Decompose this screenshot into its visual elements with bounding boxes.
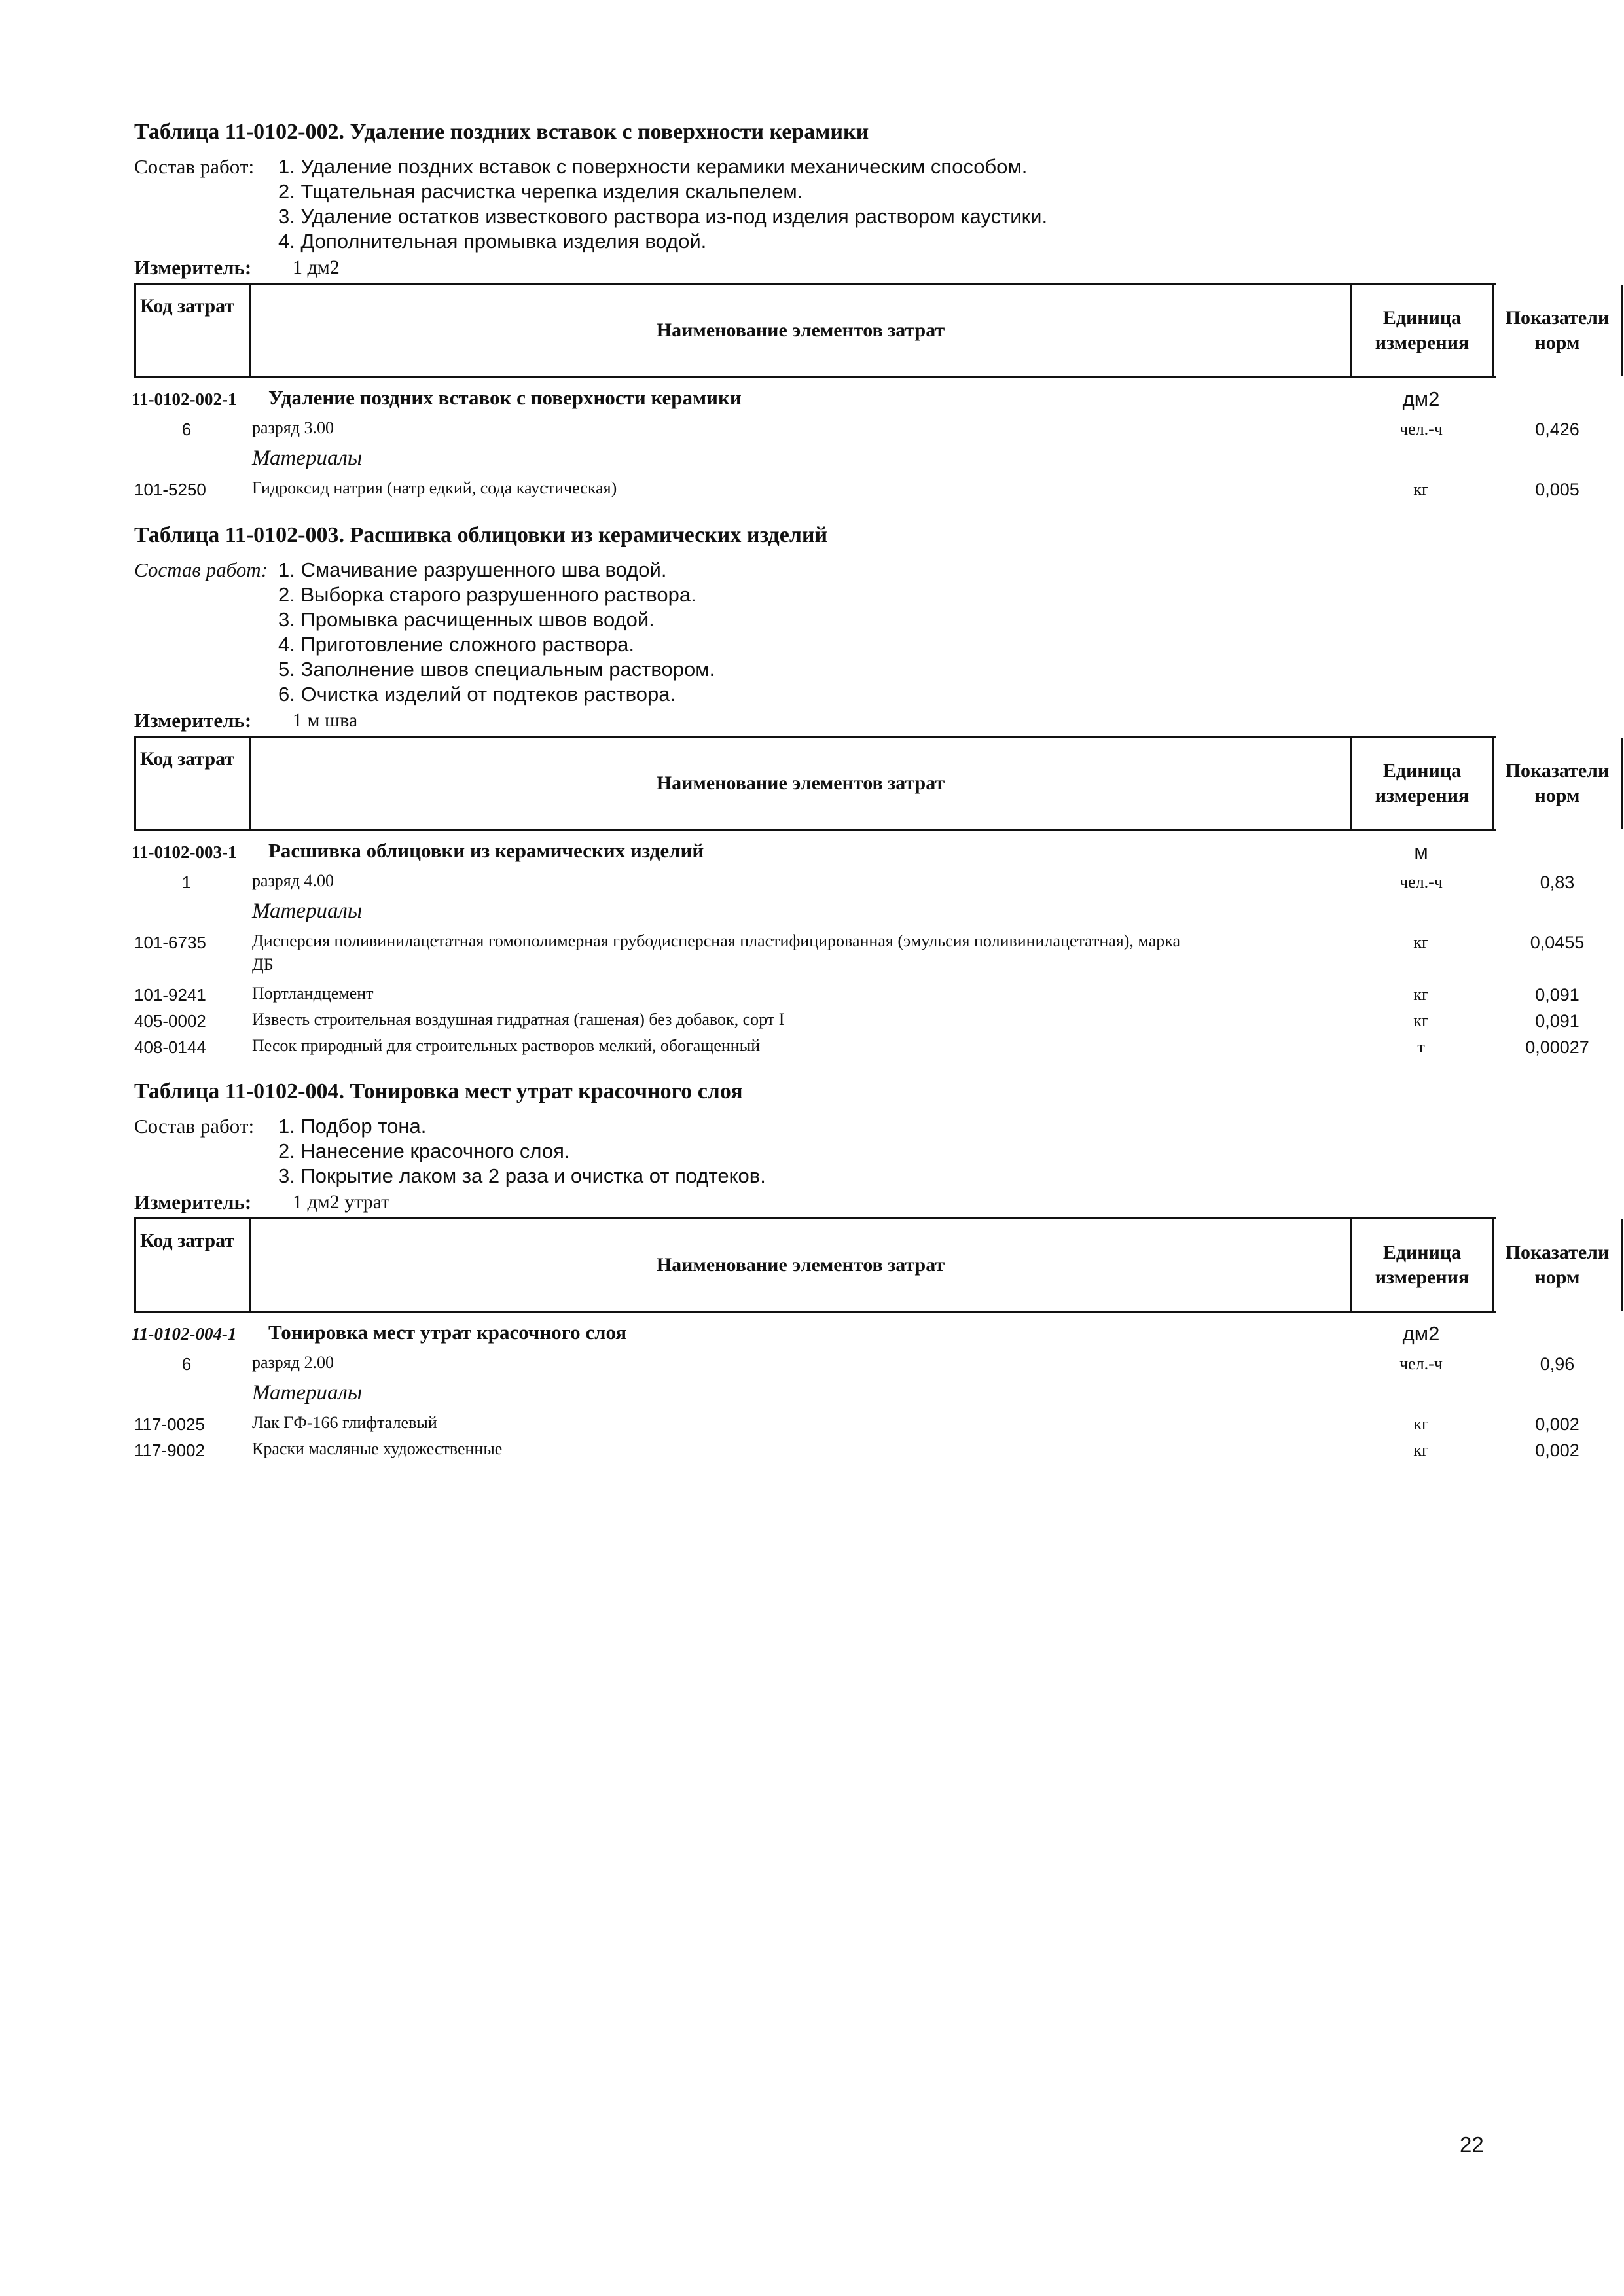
row-code: 117-0025 [134,1414,205,1434]
header-code: Код затрат [134,738,249,829]
work-label: Состав работ: [134,155,255,178]
work-item: 2. Выборка старого разрушенного раствора. [278,583,696,606]
table-body [132,1321,1579,1463]
work-composition [134,1114,1496,1189]
row-code: 101-6735 [134,933,206,952]
table-row [134,476,1579,507]
row-name: Дисперсия поливинилацетатная гомополимерная грубодисперсная пластифицированная (эмульсия поливинилацетатная), марка ДБ [252,931,1181,974]
work-item: 3. Промывка расчищенных швов водой. [278,608,655,631]
measure-label: Измеритель: [134,709,252,732]
work-item: 4. Дополнительная промывка изделия водой. [278,230,707,253]
table-body [132,839,1589,1060]
page-number: 22 [1460,2132,1484,2157]
work-item: 3. Удаление остатков известкового раствора из-под изделия раствором каустики. [278,205,1048,228]
row-norm: 0,0455 [1530,933,1585,952]
header-norm: Показатели норм [1492,738,1623,829]
measure-label: Измеритель: [134,1191,252,1213]
row-norm: 0,83 [1540,872,1575,892]
row-norm: 0,002 [1535,1441,1579,1460]
row-name: Расшивка облицовки из керамических изделий [268,839,704,862]
table-title: Таблица 11-0102-003. Расшивка облицовки из керамических изделий [134,523,828,547]
row-norm: 0,002 [1535,1414,1579,1434]
table-title: Таблица 11-0102-002. Удаление поздних вставок с поверхности керамики [134,120,869,144]
measure-row [134,1190,1496,1215]
row-norm: 0,091 [1535,985,1579,1005]
table-row-labor [134,869,1575,899]
row-code: 1 [181,872,192,892]
row-code: 117-9002 [134,1441,205,1460]
row-unit: чел.-ч [1399,1354,1443,1373]
row-code: 405-0002 [134,1011,206,1031]
row-unit: чел.-ч [1399,872,1443,891]
measure-row [134,708,1496,733]
row-unit: дм2 [1402,1322,1440,1345]
row-unit: кг [1413,1414,1429,1433]
row-unit: чел.-ч [1399,420,1443,439]
work-item: 3. Покрытие лаком за 2 раза и очистка от подтеков. [278,1164,766,1187]
header-name: Наименование элементов затрат [249,285,1350,376]
row-unit: кг [1413,480,1429,499]
row-name: Лак ГФ-166 глифталевый [252,1413,437,1432]
work-label: Состав работ: [134,558,268,581]
table-row-main [134,1321,1496,1351]
table-section-002 [132,119,1610,507]
measure-value: 1 м шва [293,709,358,731]
table-section-004 [132,1079,1610,1463]
row-unit: т [1417,1037,1425,1056]
row-code: 11-0102-002-1 [132,389,237,409]
row-name: Гидроксид натрия (натр едкий, сода каустическая) [252,478,617,497]
work-item: 1. Подбор тона. [278,1115,427,1138]
table-row-main [134,386,1496,416]
row-norm: 0,426 [1535,420,1579,439]
header-norm: Показатели норм [1492,285,1623,376]
header-name: Наименование элементов затрат [249,738,1350,829]
table-row [134,929,1585,982]
header-unit: Единица измерения [1350,1219,1492,1311]
row-unit: кг [1413,985,1429,1004]
row-norm: 0,005 [1535,480,1579,499]
header-code: Код затрат [134,285,249,376]
header-unit: Единица измерения [1350,285,1492,376]
work-item: 6. Очистка изделий от подтеков раствора. [278,683,676,706]
row-code: 101-5250 [134,480,206,499]
row-name: Песок природный для строительных растворов мелкий, обогащенный [252,1036,761,1055]
row-name: Краски масляные художественные [252,1439,503,1458]
table-row [134,982,1579,1008]
row-code: 6 [181,1354,192,1374]
measure-value: 1 дм2 [293,257,340,278]
table-section-003 [132,522,1610,1060]
table-header [134,736,1610,831]
table-row-labor [134,416,1579,446]
row-unit: кг [1413,1441,1429,1460]
work-item: 2. Нанесение красочного слоя. [278,1139,570,1162]
row-name: Портландцемент [252,984,374,1003]
work-item: 1. Удаление поздних вставок с поверхности керамики механическим способом. [278,155,1028,178]
materials-label: Материалы [252,1381,363,1405]
work-item: 4. Приготовление сложного раствора. [278,633,634,656]
row-norm: 0,96 [1540,1354,1575,1374]
materials-heading-row [134,1381,1496,1411]
work-composition [134,154,1496,254]
materials-heading-row [134,446,1496,476]
measure-label: Измеритель: [134,256,252,279]
table-body [132,386,1579,507]
header-code: Код затрат [134,1219,249,1311]
row-code: 6 [181,420,192,439]
row-unit: кг [1413,1011,1429,1030]
measure-row [134,255,1496,280]
measure-value: 1 дм2 утрат [293,1191,390,1213]
materials-label: Материалы [252,446,363,470]
header-name: Наименование элементов затрат [249,1219,1350,1311]
header-unit: Единица измерения [1350,738,1492,829]
table-row [134,1034,1589,1060]
row-name: Удаление поздних вставок с поверхности керамики [268,386,742,409]
row-code: 101-9241 [134,985,206,1005]
row-norm: 0,091 [1535,1011,1579,1031]
row-unit: м [1414,840,1428,863]
header-norm: Показатели норм [1492,1219,1623,1311]
work-label: Состав работ: [134,1115,255,1138]
table-row-main [134,839,1496,869]
row-name: Тонировка мест утрат красочного слоя [268,1321,627,1344]
row-code: 11-0102-003-1 [132,842,237,862]
work-item: 5. Заполнение швов специальным раствором. [278,658,715,681]
row-name: разряд 4.00 [252,871,334,890]
row-unit: кг [1413,933,1429,952]
table-row-labor [134,1351,1575,1381]
table-header [134,283,1610,378]
row-norm: 0,00027 [1525,1037,1589,1057]
work-item: 2. Тщательная расчистка черепка изделия скальпелем. [278,180,803,203]
materials-label: Материалы [252,899,363,923]
table-row [134,1437,1579,1463]
table-title: Таблица 11-0102-004. Тонировка мест утрат красочного слоя [134,1079,743,1103]
row-name: разряд 2.00 [252,1353,334,1372]
row-name: Известь строительная воздушная гидратная (гашеная) без добавок, сорт I [252,1010,785,1029]
table-row [134,1008,1579,1034]
row-code: 408-0144 [134,1037,206,1057]
row-unit: дм2 [1402,387,1440,410]
materials-heading-row [134,899,1496,929]
row-code: 11-0102-004-1 [132,1324,237,1344]
work-item: 1. Смачивание разрушенного шва водой. [278,558,667,581]
work-composition [134,558,1496,707]
table-row [134,1411,1579,1437]
row-name: разряд 3.00 [252,418,334,437]
table-header [134,1217,1610,1313]
